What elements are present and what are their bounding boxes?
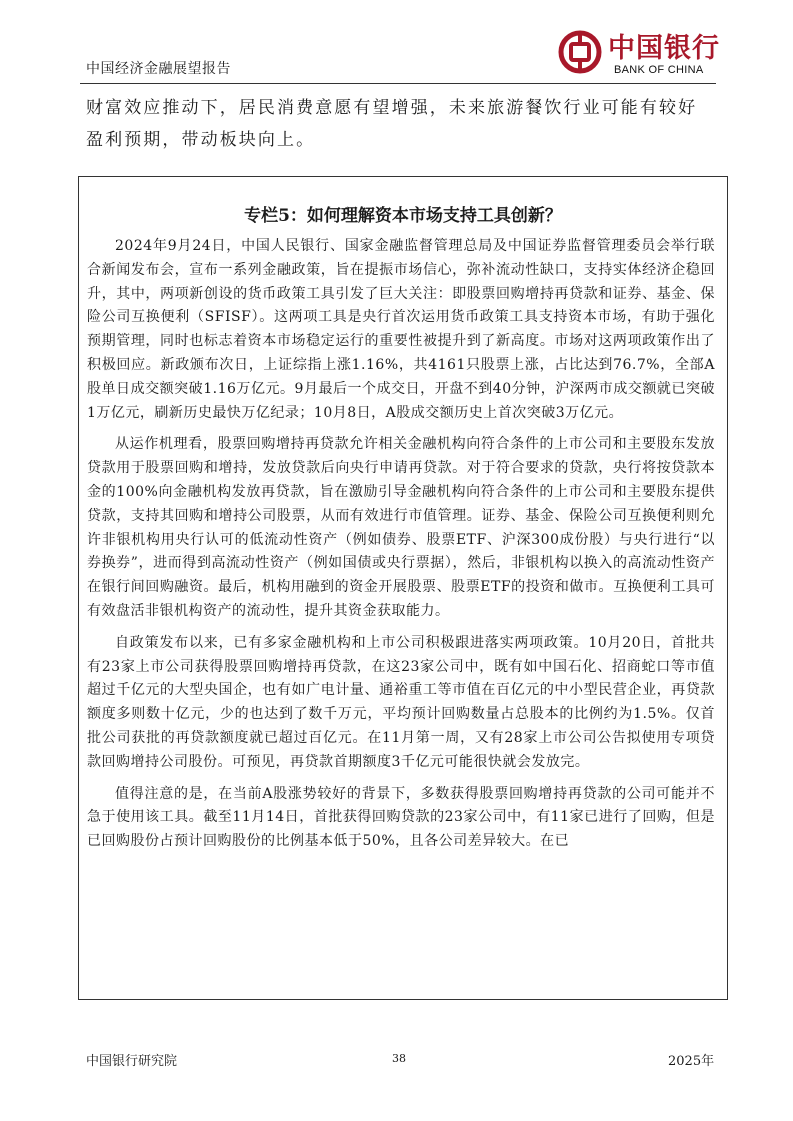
column-title: 专栏5：如何理解资本市场支持工具创新？ bbox=[244, 206, 562, 226]
logo-chinese-name: 中国银行 bbox=[608, 33, 720, 64]
footer-year: 2025年 bbox=[668, 1054, 715, 1069]
logo-english-name: BANK OF CHINA bbox=[614, 64, 704, 76]
column-body bbox=[87, 235, 715, 862]
bank-logo bbox=[558, 26, 718, 80]
bank-of-china-emblem-icon bbox=[558, 30, 602, 74]
column-paragraph-3: 自政策发布以来，已有多家金融机构和上市公司积极跟进落实两项政策。10月20日，首批共有23家上市公司获得股票回购增持再贷款，在这23家公司中，既有如中国石化、招商蛇口等市值超过千亿元的大型央国企，也有如广电计量、通裕重工等市值在百亿元的中小型民营企业，再贷款额度多则数十亿元，少的也达到了数千万元，平均预计回购数量占总股本的比例约为1.5%。仅首批公司获批的再贷款额度就已超过百亿元。在11月第一周，又有28家上市公司公告拟使用专项贷款回购增持公司股份。可预见，再贷款首期额度3千亿元可能很快就会发放完。 bbox=[87, 634, 715, 770]
header-divider bbox=[80, 83, 716, 84]
column-paragraph-4: 值得注意的是，在当前A股涨势较好的背景下，多数获得股票回购增持再贷款的公司可能并不急于使用该工具。截至11月14日，首批获得回购贷款的23家公司中，有11家已进行了回购，但是已回购股份占预计回购股份的比例基本低于50%，且各公司差异较大。在已 bbox=[87, 785, 715, 850]
column-paragraph-2: 从运作机理看，股票回购增持再贷款允许相关金融机构向符合条件的上市公司和主要股东发放贷款用于股票回购和增持，发放贷款后向央行申请再贷款。对于符合要求的贷款，央行将按贷款本金的100%向金融机构发放再贷款，旨在激励引导金融机构向符合条件的上市公司和主要股东提供贷款，支持其回购和增持公司股票，从而有效进行市值管理。证券、基金、保险公司互换便利则允许非银机构用央行认可的低流动性资产（例如债券、股票ETF、沪深300成份股）与央行进行“以券换券”，进而得到高流动性资产（例如国债或央行票据），然后，非银机构以换入的高流动性资产在银行间回购融资。最后，机构用融到的资金开展股票、股票ETF的投资和做市。互换便利工具可有效盘活非银机构资产的流动性，提升其资金获取能力。 bbox=[87, 436, 715, 619]
column-box bbox=[78, 176, 728, 1000]
footer-org: 中国银行研究院 bbox=[86, 1054, 178, 1069]
intro-text: 财富效应推动下，居民消费意愿有望增强，未来旅游餐饮行业可能有较好盈利预期，带动板块向上。 bbox=[86, 98, 698, 150]
column-paragraph-1: 2024年9月24日，中国人民银行、国家金融监督管理总局及中国证券监督管理委员会举行联合新闻发布会，宣布一系列金融政策，旨在提振市场信心，弥补流动性缺口，支持实体经济企稳回升，其中，两项新创设的货币政策工具引发了巨大关注：即股票回购增持再贷款和证券、基金、保险公司互换便利（SFISF）。这两项工具是央行首次运用货币政策工具支持资本市场，有助于强化预期管理，同时也标志着资本市场稳定运行的重要性被提升到了新高度。市场对这两项政策作出了积极回应。新政颁布次日，上证综指上涨1.16%，共4161只股票上涨，占比达到76.7%，全部A股单日成交额突破1.16万亿元。9月最后一个成交日，开盘不到40分钟，沪深两市成交额就已突破1万亿元，刷新历史最快万亿纪录；10月8日，A股成交额历史上首次突破3万亿元。 bbox=[87, 238, 715, 421]
intro-paragraph bbox=[86, 92, 716, 156]
page-number: 38 bbox=[392, 1052, 406, 1065]
report-title: 中国经济金融展望报告 bbox=[86, 61, 231, 77]
